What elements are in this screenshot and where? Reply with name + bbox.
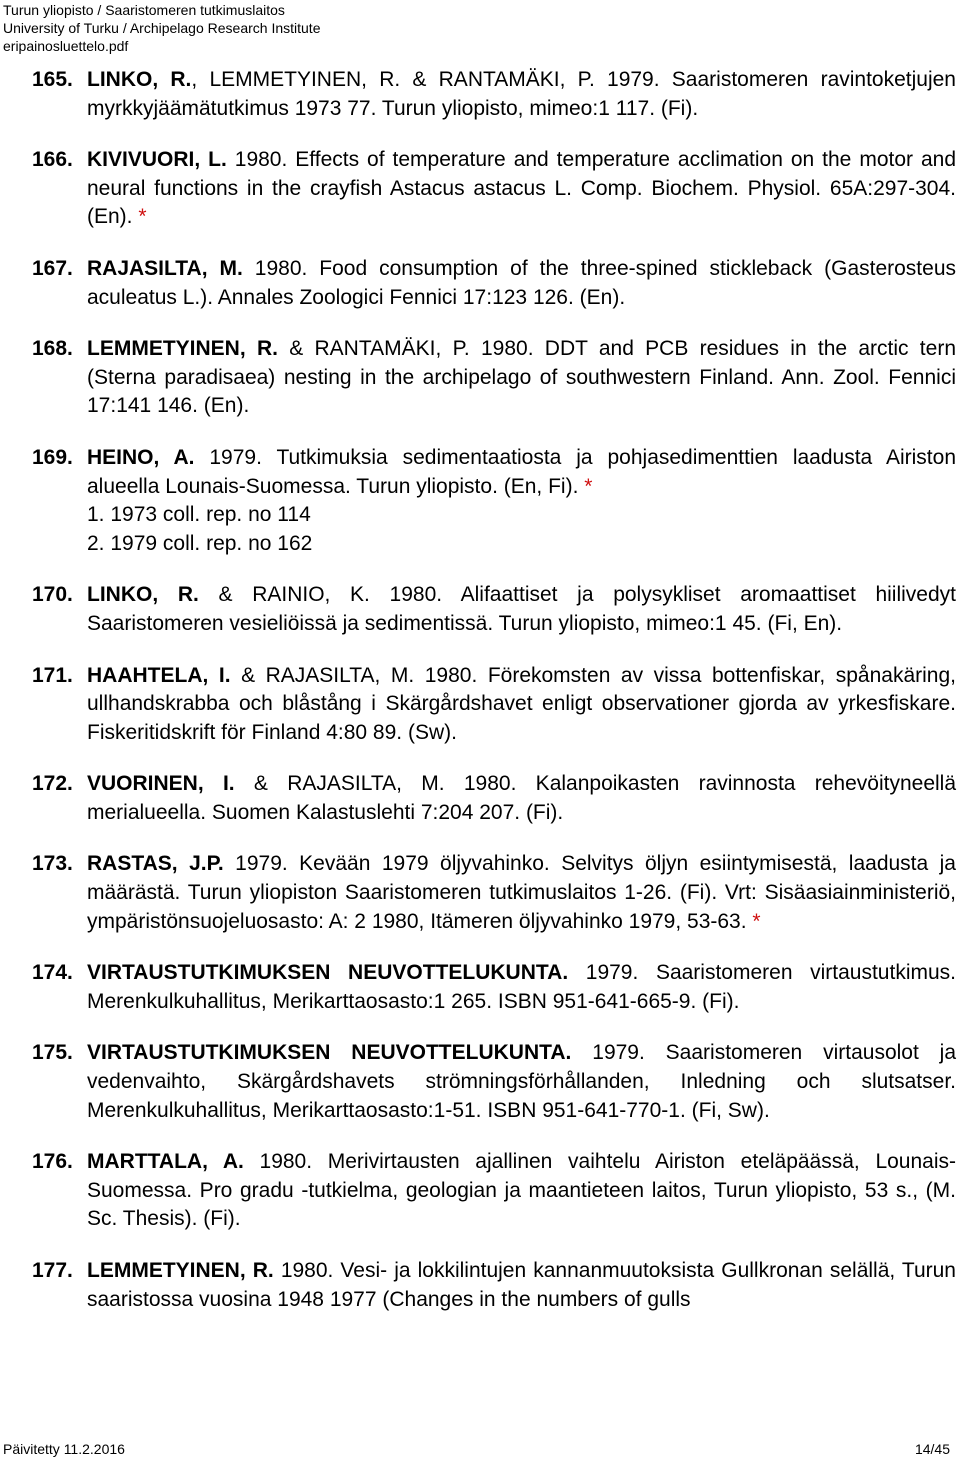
entry-marker: * bbox=[132, 205, 147, 229]
entry-number: 165. bbox=[32, 68, 73, 91]
header-filename: eripainosluettelo.pdf bbox=[3, 38, 129, 54]
entry-subline: 1. 1973 coll. rep. no 114 bbox=[87, 503, 311, 527]
publication-entry bbox=[32, 146, 956, 232]
entry-author: LINKO, R. bbox=[87, 583, 199, 607]
entry-number: 171. bbox=[32, 663, 73, 687]
entry-author: VIRTAUSTUTKIMUKSEN NEUVOTTELUKUNTA. bbox=[87, 961, 569, 985]
entry-citation: 1979. Tutkimuksia sedimentaatiosta ja pohjasedimenttien laadusta Airiston alueella Lounais-Suomessa. Turun yliopisto. (En, Fi). bbox=[87, 445, 956, 498]
entry-author: KIVIVUORI, L. bbox=[87, 148, 227, 172]
entry-citation: & RAJASILTA, M. 1980. Förekomsten av vissa bottenfiskar, spånakäring, ullhandskrabba och blåstång i Skärgårdshavet enligt observationer gjorda av yrkesfiskare. Fiskeritidskrift för Finland 4:80 89. (Sw). bbox=[87, 663, 957, 744]
publication-entry bbox=[32, 66, 956, 123]
entry-citation: 1979. Kevään 1979 öljyvahinko. Selvitys öljyn esiintymisestä, laadusta ja määrästä. Turun yliopiston Saaristomeren tutkimuslaitos 1-26. (Fi). Vrt: Sisäasiainministeriö, ympäristönsuojeluosasto: A: 2 1980, Itämeren öljyvahinko 1979, 53-63. bbox=[87, 852, 956, 933]
entry-body bbox=[87, 146, 956, 232]
entry-number: 177. bbox=[32, 1259, 73, 1282]
entry-body bbox=[87, 581, 956, 638]
publication-entry bbox=[32, 662, 956, 748]
entry-author: VIRTAUSTUTKIMUKSEN NEUVOTTELUKUNTA. bbox=[87, 1041, 572, 1065]
entry-number: 172. bbox=[32, 772, 73, 796]
entry-citation: 1979. Saaristomeren virtausolot ja vedenvaihto, Skärgårdshavets strömningsförhållanden, Inledning och slutsatser. Merenkulkuhallitus, Merikarttaosasto:1-51. ISBN 951-641-770-1. (Fi, Sw). bbox=[87, 1041, 956, 1122]
entry-author: LINKO, R. bbox=[87, 68, 192, 91]
entry-citation: 1980. Merivirtausten ajallinen vaihtelu Airiston eteläpäässä, Lounais-Suomessa. Pro gradu -tutkielma, geologian ja maantieteen laitos, Turun yliopisto, 53 s., (M. Sc. Thesis). (Fi). bbox=[87, 1150, 956, 1231]
header-institution-fi: Turun yliopisto / Saaristomeren tutkimuslaitos bbox=[3, 2, 285, 18]
publication-entry bbox=[32, 581, 956, 638]
entry-citation: 1980. Vesi- ja lokkilintujen kannanmuutoksista Gullkronan selällä, Turun saaristossa vuosina 1948 1977 (Changes in the numbers of gulls bbox=[87, 1259, 956, 1311]
publication-entry bbox=[32, 335, 956, 421]
entry-number: 168. bbox=[32, 337, 73, 361]
entry-number: 174. bbox=[32, 961, 73, 985]
entry-number: 169. bbox=[32, 445, 73, 469]
entry-body bbox=[87, 255, 956, 312]
entry-author: RASTAS, J.P. bbox=[87, 852, 224, 876]
footer-page-number: 14/45 bbox=[914, 1441, 950, 1457]
publication-entry bbox=[32, 770, 956, 827]
entry-body bbox=[87, 959, 956, 1016]
entry-body bbox=[87, 770, 956, 827]
entry-author: RAJASILTA, M. bbox=[87, 256, 243, 280]
entry-author: HAAHTELA, I. bbox=[87, 663, 231, 687]
entry-marker: * bbox=[578, 474, 593, 498]
publication-entry bbox=[32, 444, 956, 558]
entry-citation: & RAJASILTA, M. 1980. Kalanpoikasten ravinnosta rehevöityneellä merialueella. Suomen Kalastuslehti 7:204 207. (Fi). bbox=[87, 772, 957, 824]
document-header bbox=[3, 1, 320, 55]
entry-citation: & RANTAMÄKI, P. 1980. DDT and PCB residues in the arctic tern (Sterna paradisaea) nesting in the archipelago of southwestern Finland. Ann. Zool. Fennici 17:141 146. (En). bbox=[87, 337, 956, 418]
entry-body bbox=[87, 850, 956, 936]
entry-marker: * bbox=[746, 909, 761, 933]
publication-entry bbox=[32, 1257, 956, 1314]
entry-body bbox=[87, 1039, 956, 1125]
entry-number: 173. bbox=[32, 852, 73, 876]
entry-author: VUORINEN, I. bbox=[87, 772, 235, 796]
entry-author: LEMMETYINEN, R. bbox=[87, 337, 278, 361]
publication-entry bbox=[32, 1148, 956, 1234]
publication-entry bbox=[32, 255, 956, 312]
entry-body bbox=[87, 444, 956, 558]
entry-author: HEINO, A. bbox=[87, 445, 195, 469]
header-institution-en: University of Turku / Archipelago Research Institute bbox=[3, 20, 321, 36]
entry-citation: 1980. Effects of temperature and temperature acclimation on the motor and neural functions in the crayfish Astacus astacus L. Comp. Biochem. Physiol. 65A:297-304. (En). bbox=[87, 148, 956, 229]
entry-number: 167. bbox=[32, 256, 73, 280]
publication-entry bbox=[32, 1039, 956, 1125]
entry-body bbox=[87, 335, 956, 421]
publication-list bbox=[32, 66, 956, 1337]
footer-updated-date: Päivitetty 11.2.2016 bbox=[3, 1441, 125, 1457]
entry-citation: & RAINIO, K. 1980. Alifaattiset ja polysykliset aromaattiset hiilivedyt Saaristomeren vesieliöissä ja sedimentissä. Turun yliopisto, mimeo:1 45. (Fi, En). bbox=[87, 583, 956, 635]
entry-number: 170. bbox=[32, 583, 73, 607]
entry-citation: , LEMMETYINEN, R. & RANTAMÄKI, P. 1979. Saaristomeren ravintoketjujen myrkkyjäämätutkimus 1973 77. Turun yliopisto, mimeo:1 117. (Fi). bbox=[87, 68, 956, 120]
entry-number: 176. bbox=[32, 1150, 73, 1174]
entry-subline: 2. 1979 coll. rep. no 162 bbox=[87, 531, 313, 555]
entry-body bbox=[87, 662, 956, 748]
entry-author: LEMMETYINEN, R. bbox=[87, 1259, 274, 1282]
publication-entry bbox=[32, 850, 956, 936]
entry-citation: 1979. Saaristomeren virtaustutkimus. Merenkulkuhallitus, Merikarttaosasto:1 265. ISBN 951-641-665-9. (Fi). bbox=[87, 961, 956, 1013]
entry-author: MARTTALA, A. bbox=[87, 1150, 244, 1174]
publication-entry bbox=[32, 959, 956, 1016]
entry-number: 175. bbox=[32, 1041, 73, 1065]
entry-body bbox=[87, 66, 956, 123]
entry-citation: 1980. Food consumption of the three-spined stickleback (Gasterosteus aculeatus L.). Annales Zoologici Fennici 17:123 126. (En). bbox=[87, 256, 956, 309]
entry-body bbox=[87, 1257, 956, 1314]
entry-number: 166. bbox=[32, 148, 73, 172]
entry-body bbox=[87, 1148, 956, 1234]
